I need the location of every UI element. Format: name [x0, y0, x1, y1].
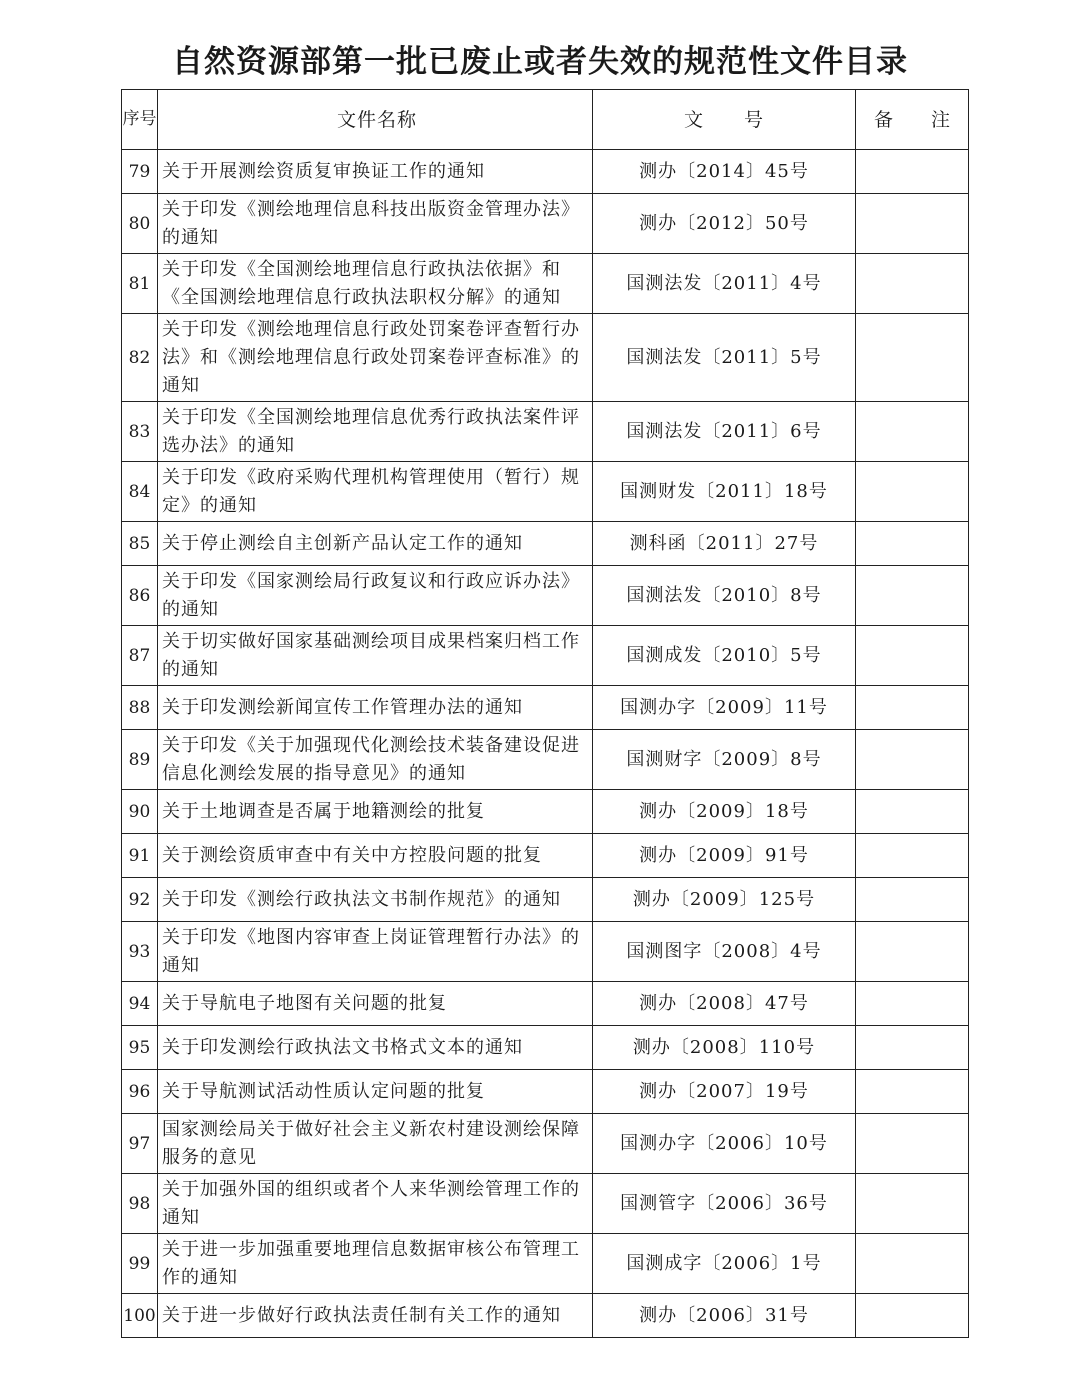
row-doc: 测办〔2006〕31号: [593, 1294, 856, 1338]
row-doc: 测科函〔2011〕27号: [593, 522, 856, 566]
row-note: [856, 686, 969, 730]
row-name: 关于进一步加强重要地理信息数据审核公布管理工作的通知: [158, 1234, 593, 1294]
row-no: 83: [122, 402, 158, 462]
row-doc: 国测法发〔2010〕8号: [593, 566, 856, 626]
row-doc: 国测图字〔2008〕4号: [593, 922, 856, 982]
row-note: [856, 522, 969, 566]
row-no: 84: [122, 462, 158, 522]
row-note: [856, 878, 969, 922]
row-doc: 国测财字〔2009〕8号: [593, 730, 856, 790]
row-note: [856, 834, 969, 878]
row-doc: 国测成字〔2006〕1号: [593, 1234, 856, 1294]
row-name: 关于印发《测绘行政执法文书制作规范》的通知: [158, 878, 593, 922]
table-row: [122, 1026, 969, 1070]
row-no: 93: [122, 922, 158, 982]
row-name: 关于印发《政府采购代理机构管理使用（暂行）规定》的通知: [158, 462, 593, 522]
row-name: 关于印发《关于加强现代化测绘技术装备建设促进信息化测绘发展的指导意见》的通知: [158, 730, 593, 790]
table-body: [122, 150, 969, 1338]
row-name: 关于印发测绘行政执法文书格式文本的通知: [158, 1026, 593, 1070]
row-note: [856, 1114, 969, 1174]
row-no: 98: [122, 1174, 158, 1234]
row-note: [856, 566, 969, 626]
table-row: [122, 462, 969, 522]
row-doc: 测办〔2007〕19号: [593, 1070, 856, 1114]
table-row: [122, 982, 969, 1026]
table-row: [122, 314, 969, 402]
header-no: 序号: [122, 90, 158, 150]
row-no: 86: [122, 566, 158, 626]
table-row: [122, 730, 969, 790]
row-note: [856, 982, 969, 1026]
row-doc: 国测办字〔2006〕10号: [593, 1114, 856, 1174]
row-no: 99: [122, 1234, 158, 1294]
row-note: [856, 462, 969, 522]
table-row: [122, 626, 969, 686]
table-row: [122, 790, 969, 834]
row-doc: 国测办字〔2009〕11号: [593, 686, 856, 730]
header-name: 文件名称: [158, 90, 593, 150]
row-doc: 测办〔2009〕18号: [593, 790, 856, 834]
row-doc: 国测法发〔2011〕5号: [593, 314, 856, 402]
row-doc: 国测法发〔2011〕6号: [593, 402, 856, 462]
row-doc: 测办〔2009〕91号: [593, 834, 856, 878]
table-row: [122, 1294, 969, 1338]
row-note: [856, 1174, 969, 1234]
row-no: 88: [122, 686, 158, 730]
row-doc: 国测成发〔2010〕5号: [593, 626, 856, 686]
row-name: 关于开展测绘资质复审换证工作的通知: [158, 150, 593, 194]
row-name: 关于切实做好国家基础测绘项目成果档案归档工作的通知: [158, 626, 593, 686]
row-no: 81: [122, 254, 158, 314]
table-row: [122, 686, 969, 730]
row-name: 关于停止测绘自主创新产品认定工作的通知: [158, 522, 593, 566]
page-title: 自然资源部第一批已废止或者失效的规范性文件目录: [172, 44, 908, 80]
row-note: [856, 1234, 969, 1294]
row-doc: 测办〔2014〕45号: [593, 150, 856, 194]
row-doc: 国测法发〔2011〕4号: [593, 254, 856, 314]
row-note: [856, 1070, 969, 1114]
row-name: 关于导航电子地图有关问题的批复: [158, 982, 593, 1026]
row-no: 92: [122, 878, 158, 922]
table-row: [122, 402, 969, 462]
row-doc: 测办〔2012〕50号: [593, 194, 856, 254]
row-no: 87: [122, 626, 158, 686]
table-row: [122, 1114, 969, 1174]
row-no: 94: [122, 982, 158, 1026]
row-note: [856, 626, 969, 686]
row-note: [856, 194, 969, 254]
table-row: [122, 254, 969, 314]
row-note: [856, 254, 969, 314]
row-no: 97: [122, 1114, 158, 1174]
row-name: 关于加强外国的组织或者个人来华测绘管理工作的通知: [158, 1174, 593, 1234]
row-note: [856, 922, 969, 982]
row-name: 关于印发《测绘地理信息科技出版资金管理办法》的通知: [158, 194, 593, 254]
row-no: 91: [122, 834, 158, 878]
row-name: 关于印发《测绘地理信息行政处罚案卷评查暂行办法》和《测绘地理信息行政处罚案卷评查标准》的通知: [158, 314, 593, 402]
row-note: [856, 730, 969, 790]
table-row: [122, 834, 969, 878]
document-table: [121, 89, 969, 1338]
table-row: [122, 1174, 969, 1234]
row-name: 关于印发《全国测绘地理信息优秀行政执法案件评选办法》的通知: [158, 402, 593, 462]
row-name: 关于印发《全国测绘地理信息行政执法依据》和《全国测绘地理信息行政执法职权分解》的通知: [158, 254, 593, 314]
header-doc: 文 号: [593, 90, 856, 150]
row-doc: 国测管字〔2006〕36号: [593, 1174, 856, 1234]
row-no: 79: [122, 150, 158, 194]
table-row: [122, 1234, 969, 1294]
row-name: 关于测绘资质审查中有关中方控股问题的批复: [158, 834, 593, 878]
row-name: 关于土地调查是否属于地籍测绘的批复: [158, 790, 593, 834]
table-row: [122, 878, 969, 922]
row-name: 关于导航测试活动性质认定问题的批复: [158, 1070, 593, 1114]
header-note: 备 注: [856, 90, 969, 150]
row-note: [856, 1026, 969, 1070]
row-doc: 测办〔2008〕110号: [593, 1026, 856, 1070]
row-note: [856, 402, 969, 462]
row-no: 100: [122, 1294, 158, 1338]
row-note: [856, 314, 969, 402]
row-no: 85: [122, 522, 158, 566]
table-row: [122, 522, 969, 566]
row-no: 96: [122, 1070, 158, 1114]
row-name: 国家测绘局关于做好社会主义新农村建设测绘保障服务的意见: [158, 1114, 593, 1174]
row-doc: 测办〔2008〕47号: [593, 982, 856, 1026]
table-row: [122, 150, 969, 194]
table-row: [122, 194, 969, 254]
row-name: 关于印发《地图内容审查上岗证管理暂行办法》的通知: [158, 922, 593, 982]
row-name: 关于印发测绘新闻宣传工作管理办法的通知: [158, 686, 593, 730]
table-row: [122, 1070, 969, 1114]
row-note: [856, 150, 969, 194]
row-note: [856, 1294, 969, 1338]
row-name: 关于印发《国家测绘局行政复议和行政应诉办法》的通知: [158, 566, 593, 626]
row-no: 82: [122, 314, 158, 402]
row-doc: 测办〔2009〕125号: [593, 878, 856, 922]
table-row: [122, 566, 969, 626]
row-no: 80: [122, 194, 158, 254]
table-header-row: [122, 90, 969, 150]
row-note: [856, 790, 969, 834]
table-row: [122, 922, 969, 982]
row-doc: 国测财发〔2011〕18号: [593, 462, 856, 522]
row-no: 90: [122, 790, 158, 834]
row-no: 89: [122, 730, 158, 790]
row-name: 关于进一步做好行政执法责任制有关工作的通知: [158, 1294, 593, 1338]
row-no: 95: [122, 1026, 158, 1070]
